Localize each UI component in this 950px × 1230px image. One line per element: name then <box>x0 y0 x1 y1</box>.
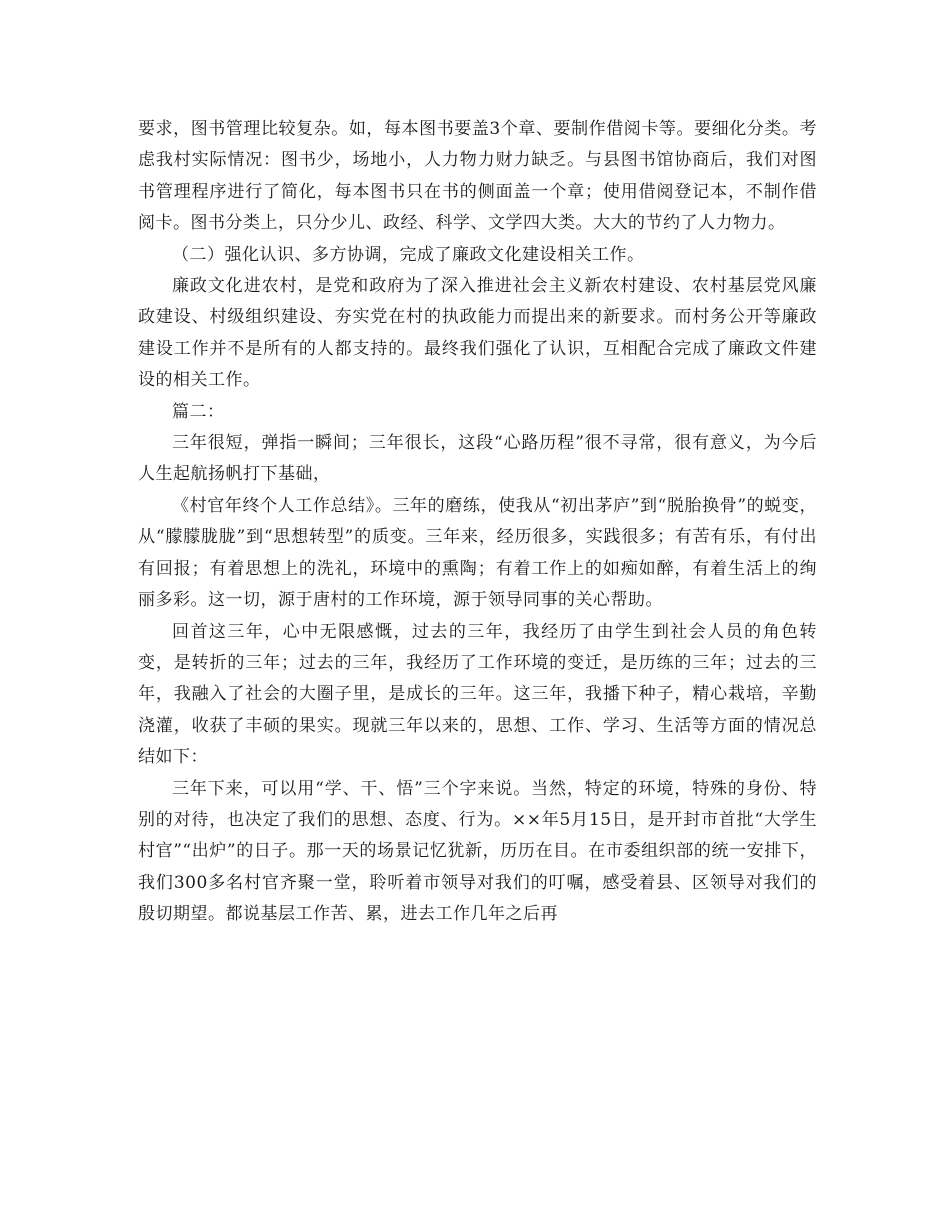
paragraph-integrity-culture: 廉政文化进农村，是党和政府为了深入推进社会主义新农村建设、农村基层党风廉政建设、村级组织建设、夯实党在村的执政能力而提出来的新要求。而村务公开等廉政建设工作并不是所有的人都支持的。最终我们强化了认识，互相配合完成了廉政文件建设的相关工作。 <box>138 276 817 391</box>
paragraph-part-two-heading: 篇二： <box>172 401 225 422</box>
paragraph-learn-do-realize: 三年下来，可以用“学、干、悟”三个字来说。当然，特定的环境，特殊的身份、特别的对待，也决定了我们的思想、态度、行为。××年5月15日，是开封市首批“大学生村官”“出炉”的日子。那一天的场景记忆犹新，历历在目。在市委组织部的统一安排下，我们300多名村官齐聚一堂，聆听着市领导对我们的叮嘱，感受着县、区领导对我们的殷切期望。都说基层工作苦、累，进去工作几年之后再 <box>138 778 817 925</box>
paragraph-three-years-intro: 三年很短，弹指一瞬间；三年很长，这段“心路历程”很不寻常，很有意义，为今后人生起航扬帆打下基础， <box>138 433 817 485</box>
paragraph-section-heading-2: （二）强化认识、多方协调，完成了廉政文化建设相关工作。 <box>172 244 645 265</box>
paragraph-summary-title: 《村官年终个人工作总结》。三年的磨练，使我从“初出茅庐”到“脱胎换骨”的蜕变，从“朦朦胧胧”到“思想转型”的质变。三年来，经历很多，实践很多；有苦有乐，有付出有回报；有着思想上的洗礼，环境中的熏陶；有着工作上的如痴如醉，有着生活上的绚丽多彩。这一切，源于唐村的工作环境，源于领导同事的关心帮助。 <box>138 495 817 611</box>
paragraph-looking-back: 回首这三年，心中无限感慨，过去的三年，我经历了由学生到社会人员的角色转变，是转折的三年；过去的三年，我经历了工作环境的变迁，是历练的三年；过去的三年，我融入了社会的大圈子里，是成长的三年。这三年，我播下种子，精心栽培，辛勤浇灌，收获了丰硕的果实。现就三年以来的，思想、工作、学习、生活等方面的情况总结如下： <box>138 621 817 768</box>
paragraph-library-management: 要求，图书管理比较复杂。如，每本图书要盖3个章、要制作借阅卡等。要细化分类。考虑我村实际情况：图书少，场地小，人力物力财力缺乏。与县图书馆协商后，我们对图书管理程序进行了简化，每本图书只在书的侧面盖一个章；使用借阅登记本，不制作借阅卡。图书分类上，只分少儿、政经、科学、文学四大类。大大的节约了人力物力。 <box>138 119 817 234</box>
